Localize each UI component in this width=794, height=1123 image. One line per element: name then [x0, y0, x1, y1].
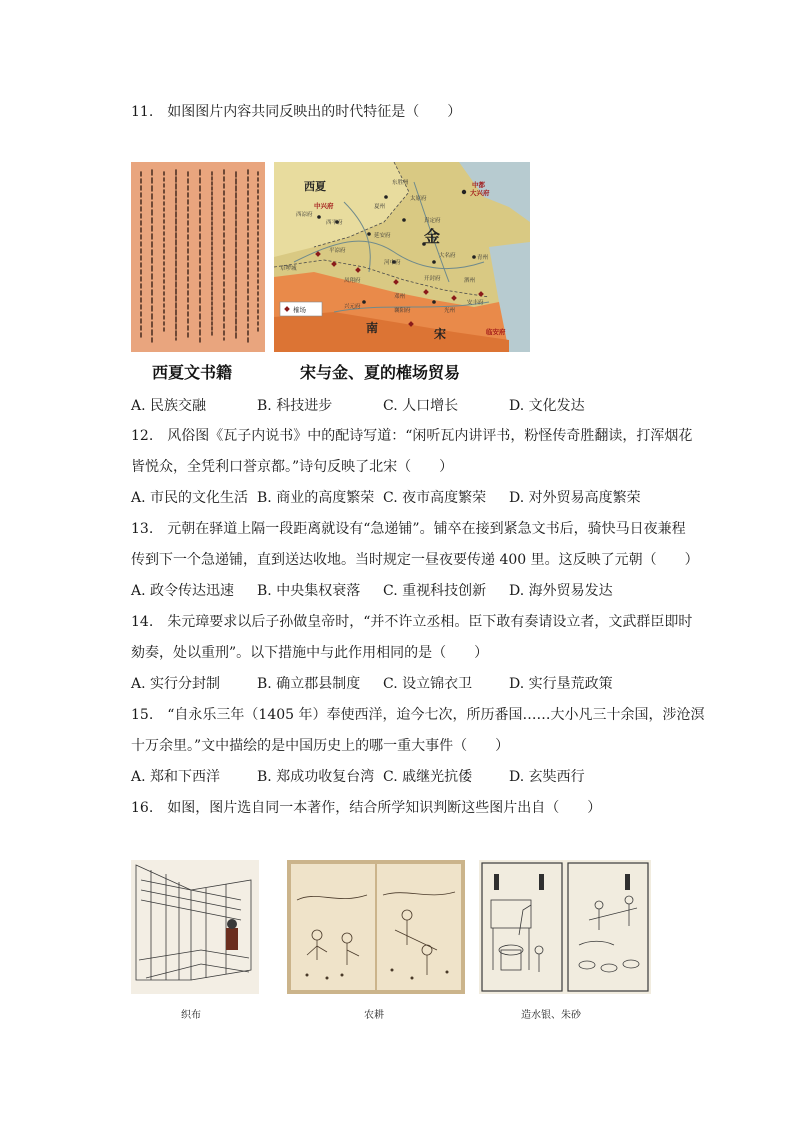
map-label-daxingfu: 大兴府 [470, 189, 490, 197]
mercury-cinnabar-illustration [479, 860, 651, 994]
q13-stem-line2: 传到下一个急递铺，直到送达收地。当时规定一昼夜要传递 400 里。这反映了元朝（ ） [131, 552, 699, 568]
q13-options [131, 581, 613, 601]
map-label-pingliang: 平凉府 [329, 248, 346, 254]
q12-stem-line2: 皆悦众，全凭利口誉京都。”诗句反映了北宋（ ） [131, 459, 454, 475]
q14-options [131, 674, 613, 694]
q11-stem: 11. 如图图片内容共同反映出的时代特征是（ ） [131, 104, 462, 120]
q12-option-c[interactable]: C. 夜市高度繁荣 [383, 490, 487, 506]
map-legend [280, 302, 322, 316]
map-label-dengzhou: 邓州 [394, 294, 406, 300]
map-label-zhongdu: 中都 [472, 181, 485, 189]
map-label-taiyuan: 太原府 [410, 196, 427, 202]
q12-options [131, 488, 641, 508]
q11-options [131, 396, 585, 416]
q11-option-b[interactable]: B. 科技进步 [257, 398, 333, 414]
farming-illustration [287, 860, 465, 994]
q16-caption-farming: 农耕 [364, 1010, 384, 1021]
map-label-nan: 南 [366, 321, 379, 335]
map-label-daming: 大名府 [439, 253, 456, 259]
map-label-hezhong: 河中府 [384, 260, 401, 266]
q12-option-d[interactable]: D. 对外贸易高度繁荣 [509, 490, 641, 506]
map-label-xingyuan: 兴元府 [344, 304, 361, 310]
weaving-illustration [131, 860, 259, 994]
map-legend-label: 榷场 [293, 306, 306, 314]
q11-option-d[interactable]: D. 文化发达 [509, 398, 585, 414]
map-label-anfeng: 安丰府 [467, 300, 484, 306]
q14-option-a[interactable]: A. 实行分封制 [131, 676, 221, 692]
map-label-yanan: 延安府 [374, 233, 391, 239]
q11-option-c[interactable]: C. 人口增长 [383, 398, 459, 414]
q15-option-a[interactable]: A. 郑和下西洋 [131, 769, 221, 785]
map-label-qingzhou: 青州 [477, 255, 489, 261]
q15-options [131, 767, 585, 787]
map-label-jin: 金 [424, 227, 441, 246]
q12-option-b[interactable]: B. 商业的高度繁荣 [257, 490, 375, 506]
q15-option-b[interactable]: B. 郑成功收复台湾 [257, 769, 375, 785]
q13-option-b[interactable]: B. 中央集权衰落 [257, 583, 361, 599]
map-label-xiliangfu: 西凉府 [296, 212, 313, 218]
q14-option-c[interactable]: C. 设立锦衣卫 [383, 676, 473, 692]
q14-option-d[interactable]: D. 实行垦荒政策 [509, 676, 613, 692]
song-jin-xia-trade-map [274, 162, 530, 352]
q14-option-b[interactable]: B. 确立郡县制度 [257, 676, 361, 692]
xixia-manuscript-image [131, 162, 265, 352]
q16-caption-mercury: 造水银、朱砂 [521, 1010, 581, 1021]
map-label-lin-an: 临安府 [486, 328, 506, 336]
q14-stem-line2: 劾奏，处以重刑”。以下措施中与此作用相同的是（ ） [131, 645, 489, 661]
q11-caption-right: 宋与金、夏的榷场贸易 [300, 363, 461, 382]
map-label-fengxiang: 凤翔府 [344, 278, 361, 284]
q13-option-a[interactable]: A. 政令传达迅速 [131, 583, 235, 599]
q16-stem: 16. 如图，图片选自同一本著作，结合所学知识判断这些图片出自（ ） [131, 800, 602, 816]
map-label-kaifeng: 开封府 [424, 276, 441, 282]
map-label-xipingfu: 西平府 [326, 220, 343, 226]
q15-option-c[interactable]: C. 戚继光抗倭 [383, 769, 473, 785]
q15-option-d[interactable]: D. 玄奘西行 [509, 769, 585, 785]
q12-stem-line1: 12. 风俗图《瓦子内说书》中的配诗写道：“闲听瓦内讲评书，粉怪传奇胜翻读，打浑烟花 [131, 428, 693, 444]
map-label-xiafu: 夏州 [374, 204, 386, 210]
map-label-xixia: 西夏 [304, 180, 326, 193]
map-label-zhongxingfu: 中兴府 [314, 202, 334, 210]
q15-stem-line1: 15. “自永乐三年（1405 年）奉使西洋，迨今七次，所历番国……大小凡三十余国，涉沧溟 [131, 707, 705, 723]
q13-option-c[interactable]: C. 重视科技创新 [383, 583, 487, 599]
q11-caption-left: 西夏文书籍 [152, 363, 233, 382]
q16-caption-weaving: 织布 [181, 1010, 201, 1021]
map-label-zhouzhou: 泗州 [464, 278, 476, 284]
map-label-zhending: 真定府 [424, 218, 441, 224]
map-label-zhaohu: 卓啰城 [280, 266, 297, 272]
q13-option-d[interactable]: D. 海外贸易发达 [509, 583, 613, 599]
q11-option-a[interactable]: A. 民族交融 [131, 398, 207, 414]
q14-stem-line1: 14. 朱元璋要求以后子孙做皇帝时，“并不许立丞相。臣下敢有奏请设立者，文武群臣即时 [131, 614, 693, 630]
map-label-xiangyang: 襄阳府 [394, 308, 411, 314]
q12-option-a[interactable]: A. 市民的文化生活 [131, 490, 249, 506]
q13-stem-line1: 13. 元朝在驿道上隔一段距离就设有“急递铺”。铺卒在接到紧急文书后，骑快马日夜兼程 [131, 521, 686, 537]
map-label-dongsheng: 东胜州 [392, 180, 409, 186]
map-label-guangzhou: 光州 [444, 308, 456, 314]
map-label-song: 宋 [434, 327, 447, 341]
q15-stem-line2: 十万余里。”文中描绘的是中国历史上的哪一重大事件（ ） [131, 738, 510, 754]
